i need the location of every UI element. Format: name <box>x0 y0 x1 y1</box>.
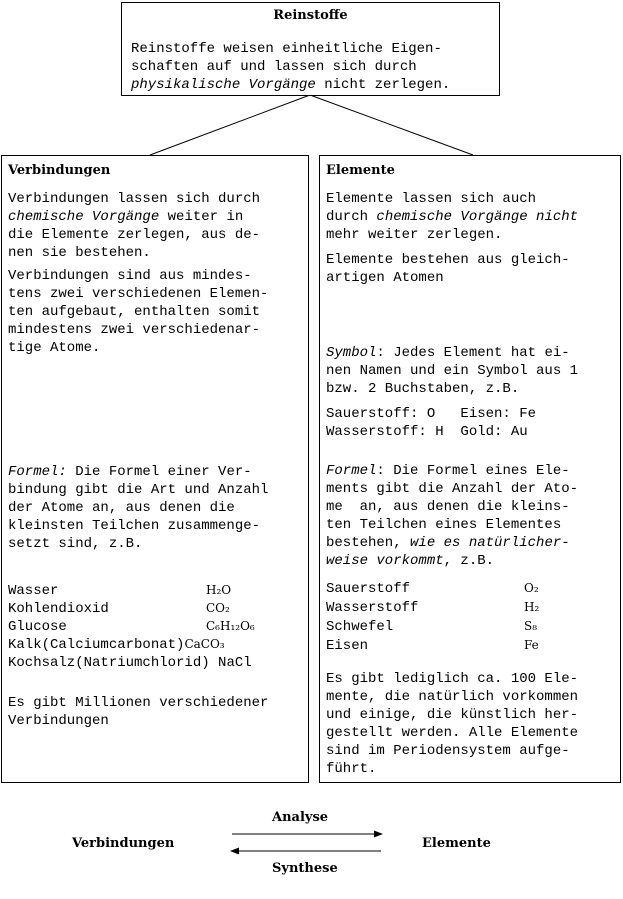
text-line: Elemente lassen sich auch <box>326 191 537 207</box>
connector-left <box>150 95 310 155</box>
text-line: Verbindungen sind aus mindes- <box>8 268 252 284</box>
text-line: Reinstoffe weisen einheitliche Eigen- <box>131 41 442 57</box>
symbol-examples <box>326 405 536 441</box>
element-row <box>326 618 616 637</box>
emphasis: Formel <box>326 463 377 479</box>
text-line <box>326 552 578 570</box>
element-name: Wasserstoff <box>326 600 419 616</box>
text-span: Die Formel einer Ver- <box>66 464 252 480</box>
elemente-composition <box>326 251 570 287</box>
reinstoffe-text <box>131 40 450 94</box>
element-formula: H₂ <box>524 600 540 614</box>
verbindungen-formel <box>8 463 268 553</box>
element-row <box>326 637 616 656</box>
compound-row <box>8 600 308 618</box>
analyse-label: Analyse <box>272 810 329 825</box>
text-line: nen Namen und ein Symbol aus 1 <box>326 363 579 379</box>
text-span: : Die Formel eines Ele- <box>376 463 570 479</box>
text-line: bzw. 2 Buchstaben, z.B. <box>326 381 520 397</box>
text-line: Verbindungen <box>8 713 109 729</box>
text-line: tens zwei verschiedenen Elemen- <box>8 286 269 302</box>
compound-name: Kochsalz(Natriumchlorid) <box>8 655 210 671</box>
compound-name: Glucose <box>8 619 67 635</box>
text-span: : Jedes Element hat ei- <box>376 345 570 361</box>
analyse-arrow-head <box>374 831 383 838</box>
text-line: sind im Periodensystem aufge- <box>326 743 570 759</box>
compound-list <box>8 582 308 672</box>
text-line: Verbindungen lassen sich durch <box>8 191 261 207</box>
text-line <box>326 462 578 480</box>
text-line: ten aufgebaut, enthalten somit <box>8 304 261 320</box>
reinstoffe-title: Reinstoffe <box>273 8 348 23</box>
text-line: me an, aus denen die kleins- <box>326 499 570 515</box>
text-line: artigen Atomen <box>326 270 444 286</box>
text-line: ten Teilchen eines Elementes <box>326 517 562 533</box>
verbindungen-definition <box>8 190 260 262</box>
emphasis: Symbol <box>326 345 377 361</box>
text-line: schaften auf und lassen sich durch <box>131 59 417 75</box>
text-line: Wasserstoff: H Gold: Au <box>326 424 528 440</box>
text-line: ments gibt die Anzahl der Ato- <box>326 481 579 497</box>
compound-name: Wasser <box>8 583 59 599</box>
text-line: und einige, die künstlich her- <box>326 707 579 723</box>
text-line: der Atome an, aus denen die <box>8 500 235 516</box>
element-name: Sauerstoff <box>326 581 411 597</box>
element-formula: S₈ <box>524 619 538 633</box>
text-line: mehr weiter zerlegen. <box>326 227 503 243</box>
text-line: tige Atome. <box>8 340 101 356</box>
text-line: mente, die natürlich vorkommen <box>326 689 579 705</box>
element-row <box>326 580 616 599</box>
element-list <box>326 580 616 656</box>
element-name: Schwefel <box>326 619 394 635</box>
text-line: Es gibt Millionen verschiedener <box>8 695 269 711</box>
text-span: , z.B. <box>443 553 495 569</box>
elemente-box <box>319 155 621 783</box>
compound-formula: CO₂ <box>206 601 230 615</box>
text-line: gestellt werden. Alle Elemente <box>326 725 579 741</box>
compound-row <box>8 582 308 600</box>
text-line: führt. <box>326 761 377 777</box>
compound-name: Kalk(Calciumcarbonat) <box>8 637 185 653</box>
text-line <box>8 463 268 481</box>
text-line: mindestens zwei verschiedenar- <box>8 322 261 338</box>
emphasis: weise vorkommt <box>326 553 444 569</box>
compound-formula: C₆H₁₂O₆ <box>206 619 255 633</box>
text-span: nicht zerlegen. <box>315 77 451 93</box>
text-line: kleinsten Teilchen zusammenge- <box>8 518 261 534</box>
element-name: Eisen <box>326 638 369 654</box>
verbindungen-composition <box>8 267 268 357</box>
text-line: bindung gibt die Art und Anzahl <box>8 482 269 498</box>
emphasis: chemische Vorgänge nicht <box>376 209 579 225</box>
bottom-elemente-label: Elemente <box>422 836 491 851</box>
text-line: Sauerstoff: O Eisen: Fe <box>326 406 537 422</box>
connector-right <box>310 95 473 155</box>
element-formula: Fe <box>524 638 539 652</box>
text-span: weiter in <box>159 209 244 225</box>
emphasis: Formel: <box>8 464 67 480</box>
compound-formula: CaCO₃ <box>184 637 225 651</box>
text-line <box>326 534 578 552</box>
elemente-title: Elemente <box>326 163 395 178</box>
verbindungen-title: Verbindungen <box>8 163 111 178</box>
text-line: setzt sind, z.B. <box>8 536 143 552</box>
verbindungen-box <box>1 155 309 783</box>
elemente-symbol <box>326 344 578 398</box>
text-span: durch <box>326 209 377 225</box>
text-line: Es gibt lediglich ca. 100 Ele- <box>326 671 579 687</box>
compound-name: Kohlendioxid <box>8 601 109 617</box>
emphasis: wie es natürlicher- <box>410 535 570 551</box>
verbindungen-count-text <box>8 694 268 730</box>
text-line <box>326 208 578 226</box>
emphasis: physikalische Vorgänge <box>131 77 316 93</box>
emphasis: chemische Vorgänge <box>8 209 160 225</box>
element-row <box>326 599 616 618</box>
elemente-formel <box>326 462 578 570</box>
synthese-arrow-head <box>230 848 239 855</box>
synthese-label: Synthese <box>272 861 338 876</box>
text-line <box>326 344 578 362</box>
element-formula: O₂ <box>524 581 539 595</box>
compound-row <box>8 618 308 636</box>
compound-formula: H₂O <box>206 583 232 597</box>
compound-row <box>8 654 308 672</box>
compound-row <box>8 636 308 654</box>
text-line: Elemente bestehen aus gleich- <box>326 252 570 268</box>
text-span: bestehen, <box>326 535 411 551</box>
text-line <box>131 76 450 94</box>
elemente-definition <box>326 190 578 244</box>
compound-formula: NaCl <box>218 655 252 671</box>
reinstoffe-box <box>121 2 500 96</box>
text-line: die Elemente zerlegen, aus de- <box>8 227 261 243</box>
elemente-count-text <box>326 670 578 778</box>
bottom-verbindungen-label: Verbindungen <box>72 836 175 851</box>
text-line: nen sie bestehen. <box>8 245 151 261</box>
text-line <box>8 208 260 226</box>
